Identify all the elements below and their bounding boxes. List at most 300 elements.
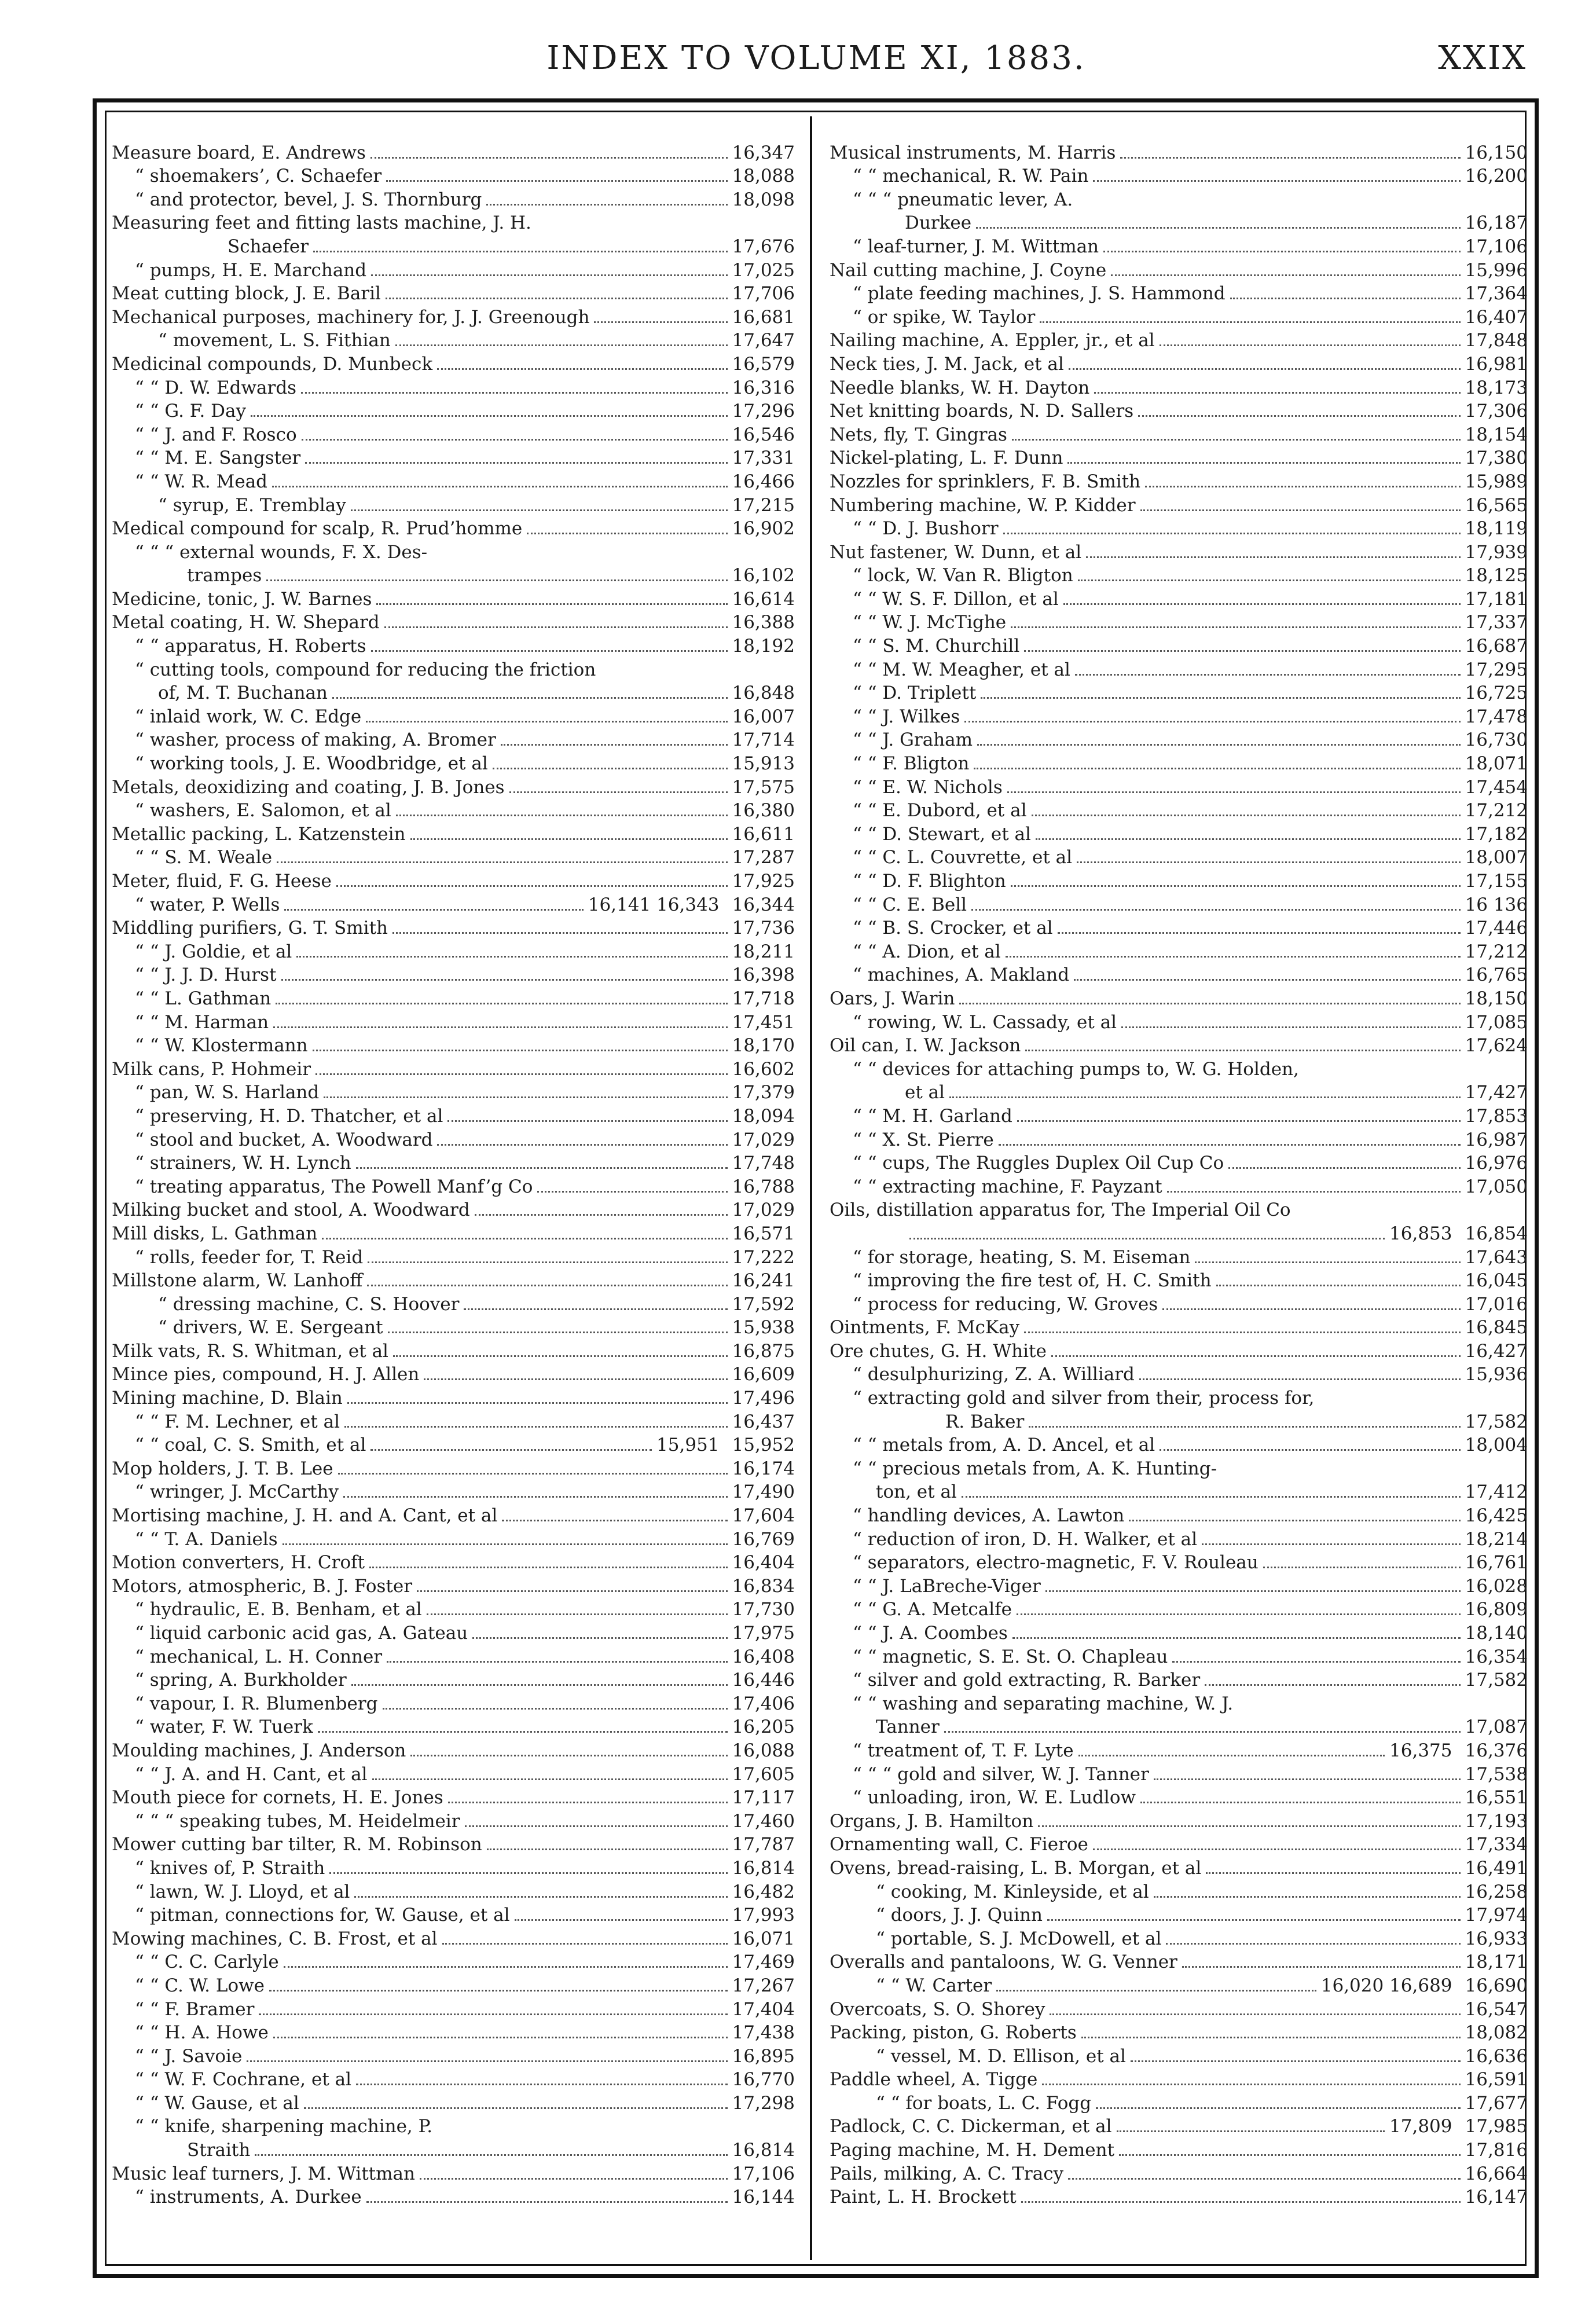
index-entry [112, 282, 795, 306]
column-divider [810, 116, 812, 2260]
index-entry [830, 1527, 1528, 1551]
index-entry [112, 2115, 795, 2139]
entry-number: 16,765 [1465, 964, 1528, 986]
entry-text: Motors, atmospheric, B. J. Foster [112, 1575, 413, 1597]
index-entry [830, 1692, 1528, 1715]
leader-dots [281, 979, 728, 981]
leader-dots [1111, 274, 1460, 276]
entry-number: 16,788 [732, 1176, 795, 1197]
index-entry [112, 751, 795, 775]
entry-text: Mop holders, J. T. B. Lee [112, 1458, 333, 1479]
index-entry [830, 1057, 1528, 1081]
leader-dots [1154, 1778, 1461, 1780]
entry-text: “ cooking, M. Kinleyside, et al [876, 1881, 1149, 1902]
index-entry [112, 822, 795, 846]
entry-number: 16,241 [732, 1270, 795, 1292]
leader-dots [277, 861, 727, 863]
entry-number: 17,404 [732, 1998, 795, 2020]
index-entry [830, 1574, 1528, 1598]
leader-dots [1121, 1026, 1460, 1028]
index-entry [112, 164, 795, 188]
entry-text: “ “ C. E. Bell [853, 894, 967, 915]
entry-text: Ornamenting wall, C. Fieroe [830, 1834, 1088, 1855]
entry-text: “ “ C. L. Couvrette, et al [853, 847, 1073, 868]
index-entry [112, 940, 795, 963]
entry-number: 18,094 [732, 1105, 795, 1127]
entry-number: 18,171 [1465, 1952, 1528, 1973]
index-entry [830, 2021, 1528, 2045]
entry-text: “ “ W. F. Cochrane, et al [135, 2069, 352, 2090]
index-entry [112, 846, 795, 870]
index-entry [112, 1527, 795, 1551]
entry-text: “ “ M. E. Sangster [135, 448, 301, 469]
index-entry [112, 234, 795, 258]
index-entry [112, 1692, 795, 1715]
index-entry [830, 846, 1528, 870]
entry-text: “ “ cups, The Ruggles Duplex Oil Cup Co [853, 1153, 1224, 1174]
entry-text: “ treatment of, T. F. Lyte [853, 1740, 1074, 1761]
entry-number: 16,546 [732, 424, 795, 445]
leader-dots [1038, 1825, 1460, 1827]
leader-dots [1017, 1120, 1461, 1122]
entry-number: 16,427 [1465, 1340, 1528, 1362]
entry-number: 15,936 [1465, 1364, 1528, 1385]
entry-text: Mowing machines, C. B. Frost, et al [112, 1928, 438, 1949]
entry-number: 17,592 [732, 1293, 795, 1315]
leader-dots [1263, 1567, 1461, 1568]
entry-number: 16,579 [732, 353, 795, 375]
entry-extra-numbers: 15,951 [656, 1435, 720, 1456]
entry-text: “ washers, E. Salomon, et al [135, 800, 391, 821]
entry-number: 17,025 [732, 259, 795, 281]
entry-number: 17,647 [732, 330, 795, 351]
entry-text: Padlock, C. C. Dickerman, et al [830, 2116, 1112, 2137]
index-entry [830, 1410, 1528, 1433]
entry-text: “ “ L. Gathman [135, 988, 271, 1009]
entry-text: Ore chutes, G. H. White [830, 1340, 1047, 1362]
entry-number: 16,609 [732, 1364, 795, 1385]
entry-number: 17,106 [1465, 236, 1528, 257]
entry-text: “ separators, electro-magnetic, F. V. Rouleau [853, 1552, 1259, 1574]
index-entry [830, 940, 1528, 963]
index-entry [830, 1457, 1528, 1480]
index-entry [830, 1903, 1528, 1927]
leader-dots [1040, 321, 1460, 323]
entry-text: “ liquid carbonic acid gas, A. Gateau [135, 1623, 468, 1644]
entry-number: 16,602 [732, 1058, 795, 1080]
entry-number: 16,611 [732, 823, 795, 845]
entry-text: “ “ for boats, L. C. Fogg [876, 2092, 1092, 2114]
entry-text: “ or spike, W. Taylor [853, 306, 1036, 328]
entry-text: “ “ W. J. McTighe [853, 612, 1007, 633]
entry-text: “ “ knife, sharpening machine, P. [135, 2116, 433, 2137]
entry-number: 15,996 [1465, 259, 1528, 281]
index-entry [112, 1880, 795, 1903]
leader-dots [347, 1402, 728, 1404]
entry-text: “ knives of, P. Straith [135, 1857, 325, 1879]
entry-text: Measuring feet and fitting lasts machine, J. H. [112, 212, 531, 234]
entry-number: 16,664 [1465, 2163, 1528, 2184]
index-entry [112, 893, 795, 916]
index-entry [830, 1151, 1528, 1175]
index-entry [112, 1175, 795, 1198]
entry-number: 17,478 [1465, 706, 1528, 727]
entry-text: Net knitting boards, N. D. Sallers [830, 401, 1134, 422]
leader-dots [1093, 1848, 1461, 1850]
entry-number: 16,466 [732, 471, 795, 492]
entry-text: “ “ D. Stewart, et al [853, 823, 1031, 845]
index-entry [830, 164, 1528, 188]
index-entry [830, 234, 1528, 258]
entry-text: “ “ apparatus, H. Roberts [135, 636, 366, 657]
index-entry [830, 1738, 1528, 1762]
entry-number: 16,551 [1465, 1787, 1528, 1809]
index-entry [112, 376, 795, 399]
entry-number: 16,354 [1465, 1646, 1528, 1667]
entry-text: Medical compound for scalp, R. Prud’homme [112, 518, 523, 540]
entry-text: “ “ J. Goldie, et al [135, 941, 292, 962]
index-entry [830, 470, 1528, 493]
entry-text: Straith [187, 2140, 251, 2161]
leader-dots [387, 1661, 727, 1663]
entry-text: Nut fastener, W. Dunn, et al [830, 541, 1082, 563]
entry-text: Milk vats, R. S. Whitman, et al [112, 1340, 388, 1362]
leader-dots [329, 1872, 727, 1874]
index-entry [112, 399, 795, 423]
entry-text: Oars, J. Warin [830, 988, 955, 1009]
entry-text: “ “ B. S. Crocker, et al [853, 918, 1053, 939]
leader-dots [1021, 2201, 1461, 2203]
index-entry [830, 352, 1528, 376]
leader-dots [1094, 392, 1460, 394]
entry-text: et al [905, 1082, 945, 1103]
index-entry [112, 423, 795, 446]
leader-dots [366, 721, 727, 722]
entry-text: “ leaf-turner, J. M. Wittman [853, 236, 1099, 257]
entry-text: “ “ F. Bligton [853, 753, 970, 775]
index-entry [830, 564, 1528, 588]
index-entry [112, 986, 795, 1010]
leader-dots [962, 1496, 1461, 1498]
index-entry [112, 1292, 795, 1316]
entry-text: “ wringer, J. McCarthy [135, 1481, 339, 1503]
entry-text: Nets, fly, T. Gingras [830, 424, 1007, 445]
leader-dots [367, 1285, 727, 1286]
entry-text: “ “ magnetic, S. E. St. O. Chapleau [853, 1646, 1168, 1667]
index-entry [830, 751, 1528, 775]
index-entry [830, 1621, 1528, 1645]
index-entry [830, 1198, 1528, 1222]
leader-dots [1003, 533, 1461, 534]
entry-text: “ “ mechanical, R. W. Pain [853, 166, 1089, 187]
index-entry [830, 2044, 1528, 2068]
index-entry [830, 1950, 1528, 1974]
entry-number: 16,347 [732, 142, 795, 163]
entry-text: Durkee [905, 212, 972, 234]
entry-number: 17,446 [1465, 918, 1528, 939]
entry-number: 15,952 [732, 1435, 795, 1456]
entry-text: Moulding machines, J. Anderson [112, 1740, 406, 1761]
index-entry [112, 705, 795, 728]
entry-number: 16,187 [1465, 212, 1528, 234]
index-entry [112, 564, 795, 588]
index-entry [830, 658, 1528, 681]
index-entry [112, 1457, 795, 1480]
entry-number: 18,154 [1465, 424, 1528, 445]
index-frame [93, 98, 1539, 2278]
entry-text: “ water, F. W. Tuerk [135, 1717, 313, 1738]
leader-dots [351, 1684, 728, 1686]
index-entry [112, 2068, 795, 2092]
leader-dots [386, 298, 728, 299]
entry-text: “ water, P. Wells [135, 894, 280, 915]
leader-dots [1067, 462, 1460, 464]
entry-text: Meter, fluid, F. G. Heese [112, 871, 332, 892]
leader-dots [284, 909, 583, 911]
index-entry [112, 517, 795, 541]
index-entry [112, 658, 795, 681]
entry-number: 16,425 [1465, 1505, 1528, 1527]
entry-number: 17,085 [1465, 1011, 1528, 1033]
index-entry [830, 775, 1528, 799]
entry-number: 17,748 [732, 1153, 795, 1174]
entry-text: Mince pies, compound, H. J. Allen [112, 1364, 420, 1385]
entry-number: 16,408 [732, 1646, 795, 1667]
entry-number: 17,604 [732, 1505, 795, 1527]
entry-text: “ dressing machine, C. S. Hoover [158, 1293, 460, 1315]
index-entry [112, 1574, 795, 1598]
leader-dots [1093, 180, 1460, 182]
entry-number: 17,939 [1465, 541, 1528, 563]
entry-text: “ “ metals from, A. D. Ancel, et al [853, 1435, 1155, 1456]
leader-dots [976, 227, 1460, 229]
entry-number: 16,150 [1465, 142, 1528, 163]
entry-text: Mouth piece for cornets, H. E. Jones [112, 1787, 443, 1809]
entry-text: Ovens, bread-raising, L. B. Morgan, et al [830, 1857, 1202, 1879]
index-entry [112, 1715, 795, 1739]
leader-dots [417, 1590, 727, 1592]
entry-number: 17,287 [732, 847, 795, 868]
entry-number: 17,215 [732, 494, 795, 516]
leader-dots [1096, 2107, 1460, 2109]
entry-text: ton, et al [876, 1481, 957, 1503]
index-entry [830, 258, 1528, 282]
index-entry [112, 869, 795, 893]
index-entry [830, 1245, 1528, 1269]
leader-dots [313, 251, 727, 252]
leader-dots [1103, 251, 1460, 252]
entry-text: “ “ J. J. D. Hurst [135, 964, 277, 986]
index-entry [830, 1786, 1528, 1810]
leader-dots [515, 1919, 728, 1921]
index-entry [112, 305, 795, 329]
leader-dots [1024, 1332, 1460, 1333]
leader-dots [273, 1026, 727, 1028]
entry-number: 16,848 [732, 683, 795, 704]
entry-text: “ “ G. A. Metcalfe [853, 1599, 1012, 1620]
leader-dots [284, 1966, 728, 1968]
leader-dots [1154, 1896, 1461, 1898]
entry-text: “ “ washing and separating machine, W. J. [853, 1693, 1234, 1714]
leader-dots [1172, 1661, 1460, 1663]
entry-extra-numbers: 16,375 [1389, 1740, 1452, 1761]
index-entry [112, 211, 795, 235]
index-entry [112, 916, 795, 940]
entry-text: “ “ X. St. Pierre [853, 1129, 994, 1150]
index-entry [112, 775, 795, 799]
entry-text: “ “ J. Wilkes [853, 706, 960, 727]
entry-number: 18,192 [732, 636, 795, 657]
entry-number: 18,170 [732, 1035, 795, 1057]
leader-dots [594, 321, 727, 323]
index-entry [112, 1503, 795, 1527]
entry-text: “ washer, process of making, A. Bromer [135, 729, 496, 751]
leader-dots [501, 744, 728, 746]
leader-dots [1139, 1378, 1461, 1380]
entry-text: Medicine, tonic, J. W. Barnes [112, 588, 372, 610]
entry-number: 16,088 [732, 1740, 795, 1761]
index-entry [112, 1081, 795, 1105]
leader-dots [351, 509, 728, 511]
index-entry [830, 211, 1528, 235]
entry-text: “ instruments, A. Durkee [135, 2187, 362, 2208]
entry-number: 17,460 [732, 1810, 795, 1832]
leader-dots [305, 462, 727, 464]
entry-number: 17,848 [1465, 330, 1528, 351]
leader-dots [392, 932, 728, 934]
entry-text: “ “ “ external wounds, F. X. Des- [135, 541, 428, 563]
index-entry [112, 352, 795, 376]
entry-number: 16,809 [1465, 1599, 1528, 1620]
leader-dots [269, 1990, 728, 1991]
entry-text: “ for storage, heating, S. M. Eiseman [853, 1246, 1191, 1268]
entry-number: 16,571 [732, 1223, 795, 1244]
entry-text: “ pitman, connections for, W. Gause, et al [135, 1905, 510, 1926]
leader-dots [959, 1003, 1460, 1004]
entry-text: “ vessel, M. D. Ellison, et al [876, 2045, 1126, 2067]
entry-number: 17,454 [1465, 776, 1528, 798]
index-entry [112, 446, 795, 470]
leader-dots [332, 697, 728, 699]
entry-text: “ “ A. Dion, et al [853, 941, 1001, 962]
index-entry [830, 1269, 1528, 1293]
index-entry [830, 1104, 1528, 1128]
index-entry [830, 728, 1528, 752]
leader-dots [427, 1613, 728, 1615]
entry-text: “ spring, A. Burkholder [135, 1670, 347, 1691]
entry-text: Nozzles for sprinklers, F. B. Smith [830, 471, 1141, 492]
entry-text: “ “ H. A. Howe [135, 2022, 269, 2044]
entry-number: 16,614 [732, 588, 795, 610]
leader-dots [1012, 439, 1461, 441]
leader-dots [273, 2037, 728, 2038]
entry-number: 16,007 [732, 706, 795, 727]
index-entry [830, 986, 1528, 1010]
entry-number: 16,565 [1465, 494, 1528, 516]
index-entry [112, 329, 795, 353]
index-entry [112, 1057, 795, 1081]
leader-dots [301, 392, 727, 394]
leader-dots [1120, 157, 1460, 159]
entry-text: Ointments, F. McKay [830, 1317, 1020, 1338]
entry-text: “ “ J. and F. Rosco [135, 424, 297, 445]
entry-number: 18,214 [1465, 1528, 1528, 1550]
index-entry [830, 705, 1528, 728]
leader-dots [282, 1543, 728, 1545]
index-entry [830, 1081, 1528, 1105]
leader-dots [370, 1449, 652, 1451]
leader-dots [1160, 1449, 1460, 1451]
entry-number: 17,298 [732, 2092, 795, 2114]
entry-number: 17,718 [732, 988, 795, 1009]
leader-dots [493, 768, 728, 769]
entry-number: 17,676 [732, 236, 795, 257]
index-entry [112, 681, 795, 705]
index-entry [830, 799, 1528, 823]
index-entry [112, 2185, 795, 2209]
leader-dots [1047, 1919, 1461, 1921]
index-entry [830, 893, 1528, 916]
index-entry [830, 1292, 1528, 1316]
leader-dots [1032, 815, 1461, 816]
index-entry [830, 188, 1528, 211]
leader-dots [371, 274, 727, 276]
entry-text: Nail cutting machine, J. Coyne [830, 259, 1107, 281]
index-entry [112, 1809, 795, 1833]
index-entry [112, 799, 795, 823]
entry-text: Mower cutting bar tilter, R. M. Robinson [112, 1834, 482, 1855]
entry-number: 17,182 [1465, 823, 1528, 845]
entry-number: 16,404 [732, 1552, 795, 1574]
entry-text: “ “ C. C. Carlyle [135, 1952, 279, 1973]
entry-number: 16,981 [1465, 353, 1528, 375]
entry-number: 18,082 [1465, 2022, 1528, 2044]
entry-number: 16,316 [732, 377, 795, 398]
leader-dots [472, 1637, 727, 1639]
left-index-column [112, 141, 795, 2209]
leader-dots [1025, 1050, 1460, 1051]
entry-number: 16,687 [1465, 636, 1528, 657]
leader-dots [974, 768, 1460, 769]
entry-number: 17,490 [732, 1481, 795, 1503]
leader-dots [370, 157, 728, 159]
entry-number: 17,212 [1465, 941, 1528, 962]
entry-number: 16,380 [732, 800, 795, 821]
leader-dots [1086, 556, 1460, 558]
entry-number: 16,814 [732, 2140, 795, 2161]
entry-text: Numbering machine, W. P. Kidder [830, 494, 1136, 516]
index-entry [830, 1480, 1528, 1504]
leader-dots [1017, 1613, 1461, 1615]
index-entry [112, 611, 795, 634]
entry-text: Musical instruments, M. Harris [830, 142, 1116, 163]
leader-dots [384, 626, 728, 628]
entry-text: “ “ D. J. Bushorr [853, 518, 999, 540]
entry-number: 17,974 [1465, 1905, 1528, 1926]
index-entry [112, 1128, 795, 1151]
index-entry [112, 728, 795, 752]
leader-dots [949, 1096, 1460, 1098]
entry-text: “ lawn, W. J. Lloyd, et al [135, 1881, 350, 1902]
entry-text: Oil can, I. W. Jackson [830, 1035, 1021, 1057]
entry-text: “ working tools, J. E. Woodbridge, et al [135, 753, 488, 775]
entry-number: 15,989 [1465, 471, 1528, 492]
entry-number: 17,438 [732, 2022, 795, 2044]
entry-text: Mechanical purposes, machinery for, J. J. Greenough [112, 306, 590, 328]
leader-dots [386, 180, 727, 182]
leader-dots [344, 1426, 728, 1428]
leader-dots [1117, 2130, 1385, 2132]
